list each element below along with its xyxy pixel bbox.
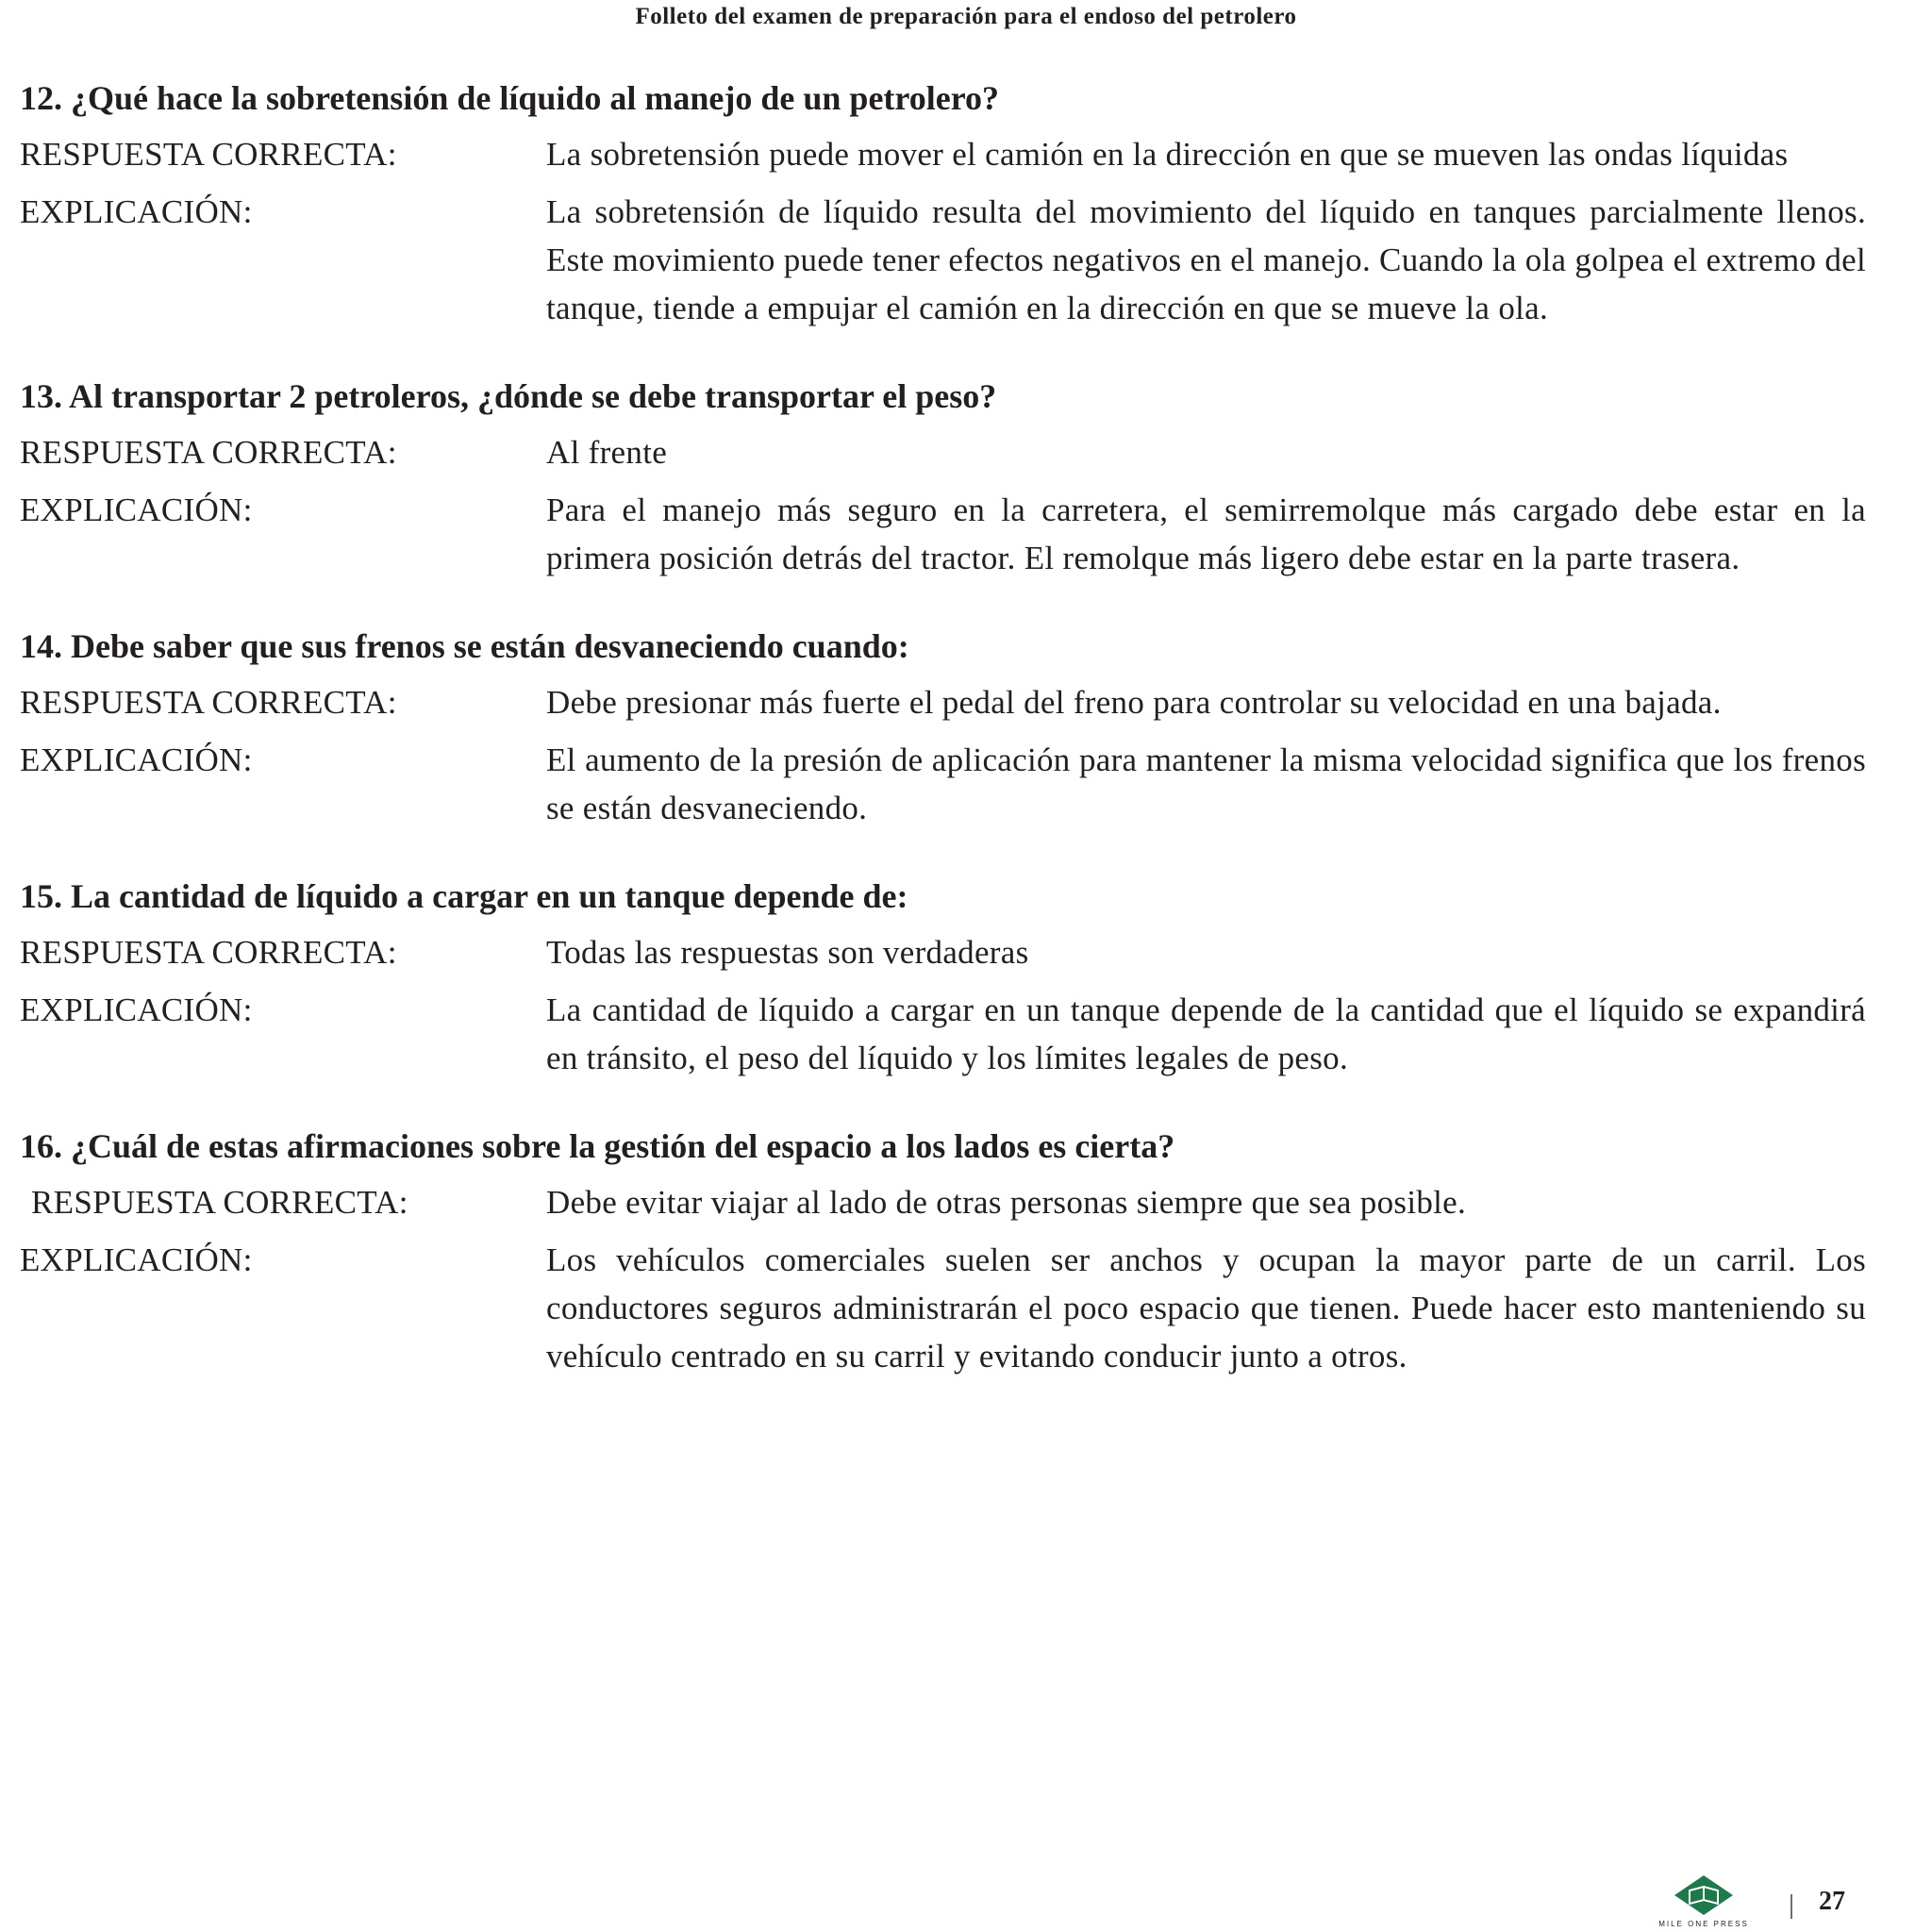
answer-label: RESPUESTA CORRECTA:	[31, 1184, 408, 1221]
qa-item-16	[20, 1125, 1866, 1380]
question-heading: 16. ¿Cuál de estas afirmaciones sobre la gestión del espacio a los lados es cierta?	[20, 1127, 1175, 1165]
explanation-text: La cantidad de líquido a cargar en un tanque depende de la cantidad que el líquido se expandirá en tránsito, el peso del líquido y los límites legales de peso.	[546, 991, 1866, 1076]
publisher-logo-text: MILE ONE PRESS	[1658, 1920, 1749, 1928]
explanation-row	[20, 736, 1866, 832]
answer-label: RESPUESTA CORRECTA:	[20, 136, 397, 173]
qa-item-12	[20, 77, 1866, 332]
qa-item-15	[20, 875, 1866, 1082]
explanation-label: EXPLICACIÓN:	[20, 193, 253, 230]
answer-text: Al frente	[546, 434, 668, 471]
explanation-text: Para el manejo más seguro en la carretera, el semirremolque más cargado debe estar en la primera posición detrás del tractor. El remolque más ligero debe estar en la parte trasera.	[546, 491, 1866, 576]
answer-label: RESPUESTA CORRECTA:	[20, 934, 397, 971]
explanation-row	[20, 986, 1866, 1082]
qa-item-13	[20, 375, 1866, 582]
explanation-text: La sobretensión de líquido resulta del movimiento del líquido en tanques parcialmente llenos. Este movimiento puede tener efectos negativos en el manejo. Cuando la ola golpea el extremo del tanque, tiende a empujar el camión en la dirección en que se mueve la ola.	[546, 193, 1866, 326]
explanation-text: El aumento de la presión de aplicación para mantener la misma velocidad significa que los frenos se están desvaneciendo.	[546, 741, 1866, 826]
answer-text: Debe evitar viajar al lado de otras personas siempre que sea posible.	[546, 1184, 1467, 1221]
answer-text: Todas las respuestas son verdaderas	[546, 934, 1029, 971]
explanation-label: EXPLICACIÓN:	[20, 741, 253, 778]
publisher-logo	[1646, 1874, 1761, 1928]
qa-list	[20, 77, 1866, 1424]
qa-item-14	[20, 625, 1866, 832]
answer-text: Debe presionar más fuerte el pedal del freno para controlar su velocidad en una bajada.	[546, 684, 1722, 721]
answer-row	[20, 428, 1866, 476]
page-number: 27	[1819, 1887, 1845, 1916]
question-heading: 12. ¿Qué hace la sobretensión de líquido al manejo de un petrolero?	[20, 79, 1000, 117]
explanation-row	[20, 486, 1866, 582]
running-header: Folleto del examen de preparación para el endoso del petrolero	[635, 4, 1297, 29]
answer-text: La sobretensión puede mover el camión en la dirección en que se mueven las ondas líquidas	[546, 136, 1789, 173]
answer-label: RESPUESTA CORRECTA:	[20, 434, 397, 471]
explanation-row	[20, 188, 1866, 332]
answer-label: RESPUESTA CORRECTA:	[20, 684, 397, 721]
explanation-label: EXPLICACIÓN:	[20, 1241, 253, 1278]
question-heading: 13. Al transportar 2 petroleros, ¿dónde se debe transportar el peso?	[20, 377, 997, 415]
answer-row	[20, 130, 1866, 178]
explanation-text: Los vehículos comerciales suelen ser anchos y ocupan la mayor parte de un carril. Los conductores seguros administrarán el poco espacio que tienen. Puede hacer esto manteniendo su vehículo centrado en su carril y evitando conducir junto a otros.	[546, 1241, 1866, 1374]
explanation-label: EXPLICACIÓN:	[20, 991, 253, 1028]
answer-row	[20, 1178, 1866, 1226]
answer-row	[20, 928, 1866, 976]
question-heading: 15. La cantidad de líquido a cargar en un tanque depende de:	[20, 877, 908, 915]
explanation-row	[20, 1236, 1866, 1380]
question-heading: 14. Debe saber que sus frenos se están desvaneciendo cuando:	[20, 627, 909, 665]
answer-row	[20, 678, 1866, 726]
footer-divider	[1790, 1894, 1792, 1919]
explanation-label: EXPLICACIÓN:	[20, 491, 253, 528]
